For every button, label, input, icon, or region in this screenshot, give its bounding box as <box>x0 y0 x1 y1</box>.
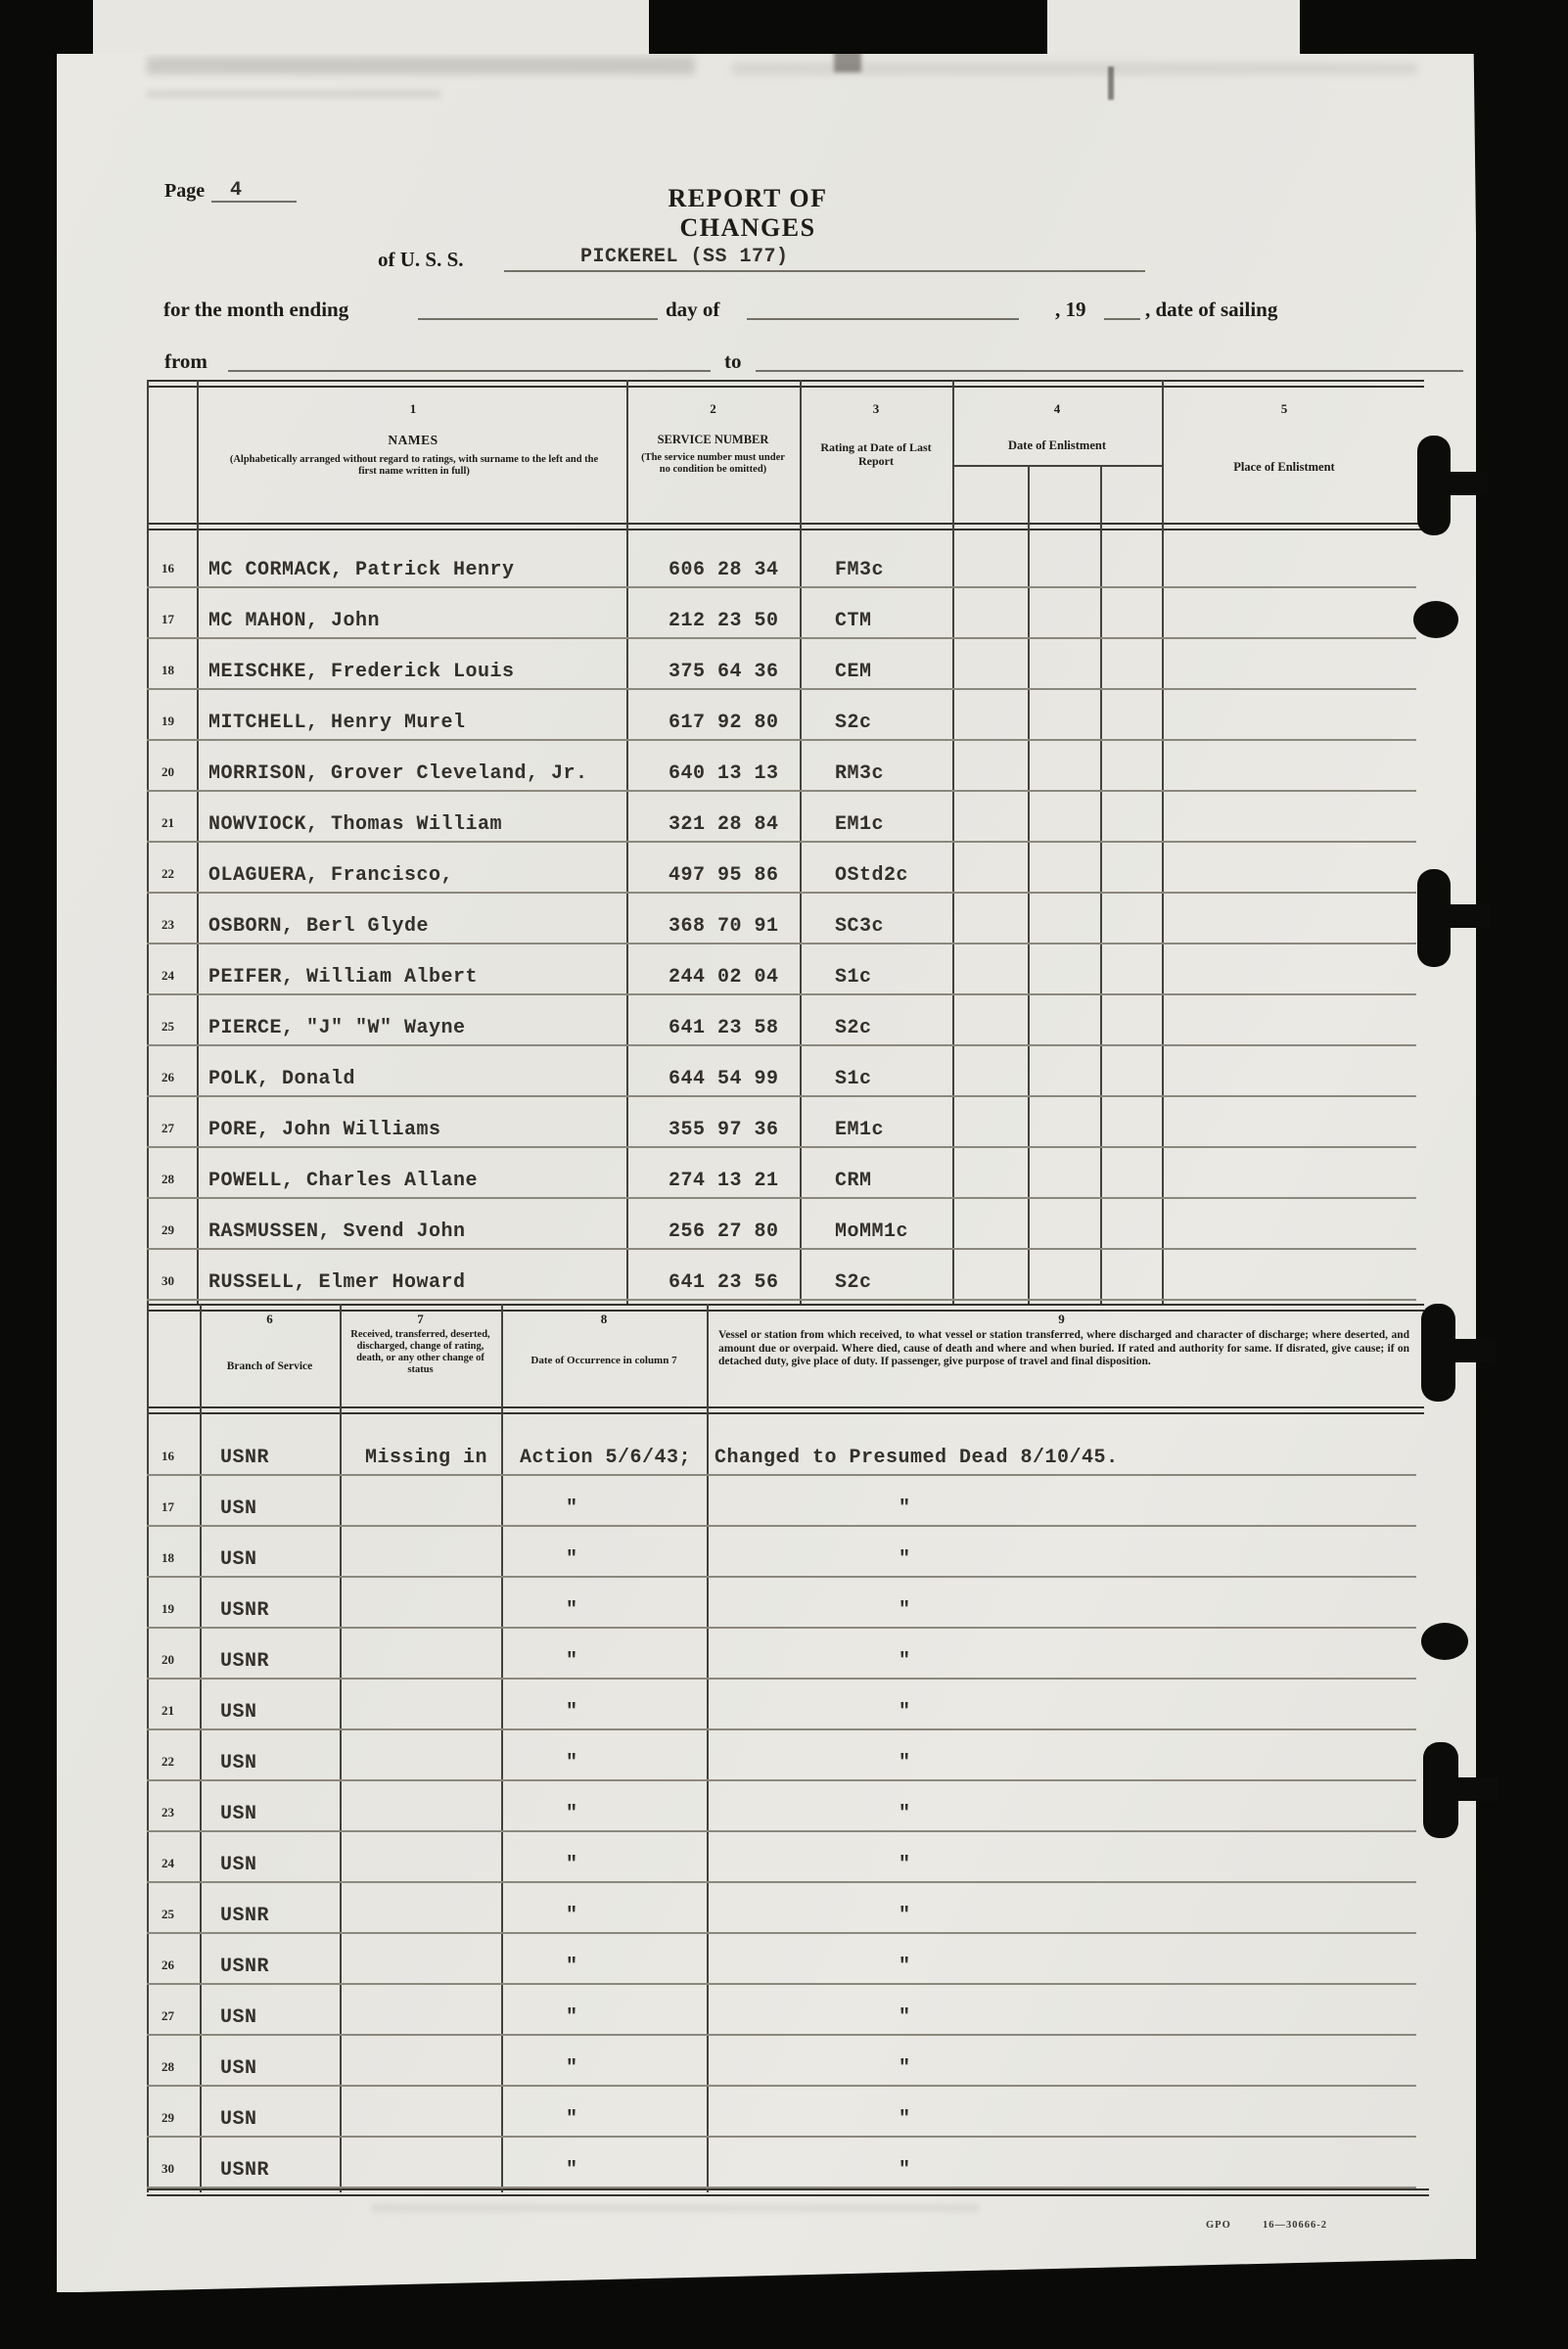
table-row <box>147 1934 1416 1985</box>
col9-number: 9 <box>1058 1312 1065 1326</box>
cell-date-of-enlistment <box>952 1141 1162 1146</box>
row-number: 20 <box>161 764 174 779</box>
cell-date-of-occurrence: " <box>566 1854 578 1876</box>
cell-date-of-occurrence: " <box>566 1599 578 1622</box>
row-number: 19 <box>161 714 174 728</box>
cell-vessel-or-station: " <box>899 1497 911 1520</box>
from-label: from <box>164 349 208 373</box>
cell-date-of-enlistment <box>952 1243 1162 1248</box>
paper-edge-notch <box>93 0 649 54</box>
cell-date-of-enlistment <box>952 581 1162 586</box>
table1-top-rule <box>147 380 1424 388</box>
cell-vessel-or-station: " <box>899 2057 911 2080</box>
cell-place-of-enlistment <box>1162 632 1398 637</box>
cell-place-of-enlistment <box>1162 1243 1398 1248</box>
cell-service-number: 212 23 50 <box>669 610 779 632</box>
cell-place-of-enlistment <box>1162 734 1398 739</box>
cell-place-of-enlistment <box>1162 1141 1398 1146</box>
cell-rating: S1c <box>835 966 872 989</box>
row-number: 30 <box>161 2161 174 2176</box>
binder-clip-stub <box>1451 1777 1498 1801</box>
cell-name: RUSSELL, Elmer Howard <box>208 1271 466 1294</box>
date-of-sailing-label: , date of sailing <box>1145 298 1278 321</box>
cell-date-of-enlistment <box>952 887 1162 892</box>
cell-place-of-enlistment <box>1162 887 1398 892</box>
cell-rating: CTM <box>835 610 872 632</box>
month-ending-label: for the month ending <box>163 298 349 321</box>
row-number: 26 <box>161 1070 174 1084</box>
row-number: 20 <box>161 1652 174 1667</box>
cell-place-of-enlistment <box>1162 581 1398 586</box>
cell-rating: RM3c <box>835 762 885 785</box>
cell-change-of-status <box>340 1673 501 1678</box>
col3-number: 3 <box>872 401 880 416</box>
cell-branch-of-service: USNR <box>220 1905 270 1927</box>
cell-place-of-enlistment <box>1162 836 1398 841</box>
row-number: 22 <box>161 1754 174 1769</box>
table-row <box>147 2036 1416 2087</box>
cell-branch-of-service: USNR <box>220 1956 270 1978</box>
cell-branch-of-service: USNR <box>220 1650 270 1673</box>
table-row <box>147 537 1416 588</box>
cell-date-of-occurrence: " <box>566 1497 578 1520</box>
table-row <box>147 1578 1416 1629</box>
cell-date-of-enlistment <box>952 632 1162 637</box>
row-number: 18 <box>161 663 174 677</box>
table-row <box>147 1046 1416 1097</box>
cell-service-number: 641 23 58 <box>669 1017 779 1039</box>
cell-date-of-occurrence: " <box>566 1803 578 1825</box>
service-number-subheader: (The service number must under no condition be omitted) <box>641 452 785 475</box>
cell-vessel-or-station: " <box>899 1803 911 1825</box>
cell-date-of-enlistment <box>952 938 1162 943</box>
row-number: 29 <box>161 1222 174 1237</box>
cell-name: PORE, John Williams <box>208 1119 441 1141</box>
table-row <box>147 1730 1416 1781</box>
cell-vessel-or-station: " <box>899 1701 911 1724</box>
table-row <box>147 1250 1416 1301</box>
cell-service-number: 321 28 84 <box>669 813 779 836</box>
table-row <box>147 1425 1416 1476</box>
cell-rating: S2c <box>835 712 872 734</box>
row-number: 23 <box>161 917 174 932</box>
cell-rating: S2c <box>835 1271 872 1294</box>
cell-date-of-enlistment <box>952 683 1162 688</box>
scan-smudge <box>147 90 440 98</box>
cell-name: PEIFER, William Albert <box>208 966 479 989</box>
cell-date-of-enlistment <box>952 836 1162 841</box>
binder-clip-stub <box>1445 904 1490 928</box>
cell-place-of-enlistment <box>1162 938 1398 943</box>
cell-service-number: 244 02 04 <box>669 966 779 989</box>
to-label: to <box>724 349 742 373</box>
table-row <box>147 792 1416 843</box>
table-row <box>147 1199 1416 1250</box>
cell-service-number: 606 28 34 <box>669 559 779 581</box>
table-row <box>147 995 1416 1046</box>
table-row <box>147 1629 1416 1680</box>
page-label: Page <box>164 180 206 202</box>
cell-name: OLAGUERA, Francisco, <box>208 864 454 887</box>
cell-rating: OStd2c <box>835 864 909 887</box>
names-header: NAMES <box>388 433 438 447</box>
cell-branch-of-service: USN <box>220 1548 257 1571</box>
col8-number: 8 <box>600 1312 608 1326</box>
cell-name: POWELL, Charles Allane <box>208 1170 479 1192</box>
month-blank-line <box>418 318 658 320</box>
scan-border-right <box>1473 0 1568 2349</box>
cell-date-of-occurrence: " <box>566 2057 578 2080</box>
col2-number: 2 <box>710 401 716 416</box>
table-row <box>147 1527 1416 1578</box>
cell-vessel-or-station: " <box>899 2006 911 2029</box>
cell-change-of-status <box>340 1978 501 1983</box>
table-row <box>147 1148 1416 1199</box>
cell-date-of-occurrence: " <box>566 1548 578 1571</box>
table-row <box>147 588 1416 639</box>
row-number: 29 <box>161 2110 174 2125</box>
cell-rating: FM3c <box>835 559 885 581</box>
cell-branch-of-service: USN <box>220 2108 257 2131</box>
service-number-header: SERVICE NUMBER <box>657 433 769 446</box>
cell-rating: S1c <box>835 1068 872 1090</box>
year-blank-line <box>1104 318 1140 320</box>
row-number: 16 <box>161 561 174 576</box>
cell-name: PIERCE, "J" "W" Wayne <box>208 1017 466 1039</box>
cell-branch-of-service: USNR <box>220 1447 270 1469</box>
col4-number: 4 <box>1053 401 1061 416</box>
table-row <box>147 843 1416 894</box>
branch-of-service-header: Branch of Service <box>226 1360 313 1372</box>
table-row <box>147 1832 1416 1883</box>
cell-place-of-enlistment <box>1162 785 1398 790</box>
col7-number: 7 <box>417 1312 424 1326</box>
cell-branch-of-service: USN <box>220 1497 257 1520</box>
cell-service-number: 641 23 56 <box>669 1271 779 1294</box>
row-number: 24 <box>161 968 174 983</box>
cell-date-of-enlistment <box>952 785 1162 790</box>
table-row <box>147 639 1416 690</box>
print-code: 16—30666-2 <box>1263 2220 1327 2231</box>
cell-vessel-or-station: " <box>899 1548 911 1571</box>
cell-change-of-status <box>340 2131 501 2136</box>
cell-vessel-or-station: " <box>899 1905 911 1927</box>
cell-rating: S2c <box>835 1017 872 1039</box>
cell-branch-of-service: USN <box>220 1854 257 1876</box>
cell-name: MITCHELL, Henry Murel <box>208 712 466 734</box>
table-row <box>147 741 1416 792</box>
row-number: 22 <box>161 866 174 881</box>
row-number: 21 <box>161 815 174 830</box>
cell-date-of-occurrence: " <box>566 1905 578 1927</box>
cell-date-of-occurrence: " <box>566 2006 578 2029</box>
cell-change-of-status <box>340 1571 501 1576</box>
scan-smudge <box>732 63 1417 74</box>
binder-clip-stub <box>1449 1339 1496 1362</box>
cell-name: OSBORN, Berl Glyde <box>208 915 430 938</box>
col5-number: 5 <box>1280 401 1288 416</box>
cell-change-of-status <box>340 1774 501 1779</box>
row-number: 25 <box>161 1907 174 1921</box>
cell-rating: CEM <box>835 661 872 683</box>
cell-service-number: 274 13 21 <box>669 1170 779 1192</box>
cell-name: MORRISON, Grover Cleveland, Jr. <box>208 762 588 785</box>
cell-change-of-status: Missing in <box>365 1447 488 1469</box>
col6-number: 6 <box>266 1312 273 1326</box>
cell-change-of-status <box>340 1622 501 1627</box>
cell-service-number: 256 27 80 <box>669 1221 779 1243</box>
row-number: 30 <box>161 1273 174 1288</box>
to-blank-line <box>756 370 1463 372</box>
cell-rating: MoMM1c <box>835 1221 909 1243</box>
cell-vessel-or-station: " <box>899 1752 911 1774</box>
cell-change-of-status <box>340 1927 501 1932</box>
cell-change-of-status <box>340 2080 501 2085</box>
cell-place-of-enlistment <box>1162 1192 1398 1197</box>
rating-header: Rating at Date of Last Report <box>820 440 932 468</box>
cell-rating: SC3c <box>835 915 885 938</box>
cell-service-number: 355 97 36 <box>669 1119 779 1141</box>
cell-date-of-enlistment <box>952 1090 1162 1095</box>
cell-vessel-or-station: " <box>899 1956 911 1978</box>
cell-name: MC CORMACK, Patrick Henry <box>208 559 515 581</box>
cell-vessel-or-station: Changed to Presumed Dead 8/10/45. <box>715 1447 1119 1469</box>
col1-number: 1 <box>409 401 417 416</box>
cell-name: POLK, Donald <box>208 1068 356 1090</box>
cell-name: MEISCHKE, Frederick Louis <box>208 661 515 683</box>
table1-header-rule <box>147 523 1424 530</box>
uss-label: of U. S. S. <box>378 248 464 271</box>
cell-name: RASMUSSEN, Svend John <box>208 1221 466 1243</box>
row-number: 28 <box>161 2059 174 2074</box>
cell-place-of-enlistment <box>1162 1039 1398 1044</box>
table-row <box>147 1680 1416 1730</box>
cell-vessel-or-station: " <box>899 1854 911 1876</box>
table-row <box>147 944 1416 995</box>
cell-branch-of-service: USN <box>220 1803 257 1825</box>
row-number: 28 <box>161 1172 174 1186</box>
table-row <box>147 690 1416 741</box>
row-number: 21 <box>161 1703 174 1718</box>
table-row <box>147 1781 1416 1832</box>
cell-date-of-occurrence: " <box>566 1650 578 1673</box>
table-row <box>147 894 1416 944</box>
cell-date-of-enlistment <box>952 1294 1162 1299</box>
ship-name-line <box>504 270 1145 272</box>
gpo-label: GPO <box>1206 2220 1231 2231</box>
year-label: , 19 <box>1055 298 1086 321</box>
cell-service-number: 497 95 86 <box>669 864 779 887</box>
names-subheader: (Alphabetically arranged without regard to ratings, with surname to the left and the first name written in full) <box>229 454 599 477</box>
paper-sheet <box>57 39 1476 2292</box>
binder-hole-dot <box>1413 601 1458 638</box>
scan-smudge <box>147 57 695 74</box>
cell-date-of-occurrence: " <box>566 2159 578 2182</box>
binder-hole-dot <box>1421 1623 1468 1660</box>
row-number: 18 <box>161 1550 174 1565</box>
cell-service-number: 644 54 99 <box>669 1068 779 1090</box>
vessel-or-station-header: Vessel or station from which received, to what vessel or station transferred, where discharged and character of discharge; where deserted, and amount due or overpaid. Where died, cause of death and where and when buried. If rated and authority for same. If disrated, give cause; if on detached duty, give place of duty. If passenger, give purpose of travel and final disposition. <box>718 1329 1409 1367</box>
cell-service-number: 375 64 36 <box>669 661 779 683</box>
date-enlistment-subrule <box>952 465 1162 467</box>
page-number-line <box>211 201 297 203</box>
status-table-rows <box>147 1425 1416 2188</box>
table-row <box>147 1883 1416 1934</box>
cell-branch-of-service: USN <box>220 1701 257 1724</box>
cell-branch-of-service: USN <box>220 2006 257 2029</box>
cell-rating: CRM <box>835 1170 872 1192</box>
cell-name: MC MAHON, John <box>208 610 381 632</box>
cell-change-of-status <box>340 2029 501 2034</box>
cell-date-of-enlistment <box>952 1192 1162 1197</box>
scan-smudge <box>372 2204 979 2212</box>
row-number: 25 <box>161 1019 174 1034</box>
cell-branch-of-service: USN <box>220 1752 257 1774</box>
from-blank-line <box>228 370 711 372</box>
cell-date-of-enlistment <box>952 989 1162 993</box>
cell-change-of-status <box>340 1825 501 1830</box>
row-number: 23 <box>161 1805 174 1819</box>
cell-date-of-occurrence: Action 5/6/43; <box>520 1447 692 1469</box>
page-title: REPORT OF CHANGES <box>668 184 828 242</box>
cell-branch-of-service: USN <box>220 2057 257 2080</box>
cell-place-of-enlistment <box>1162 1090 1398 1095</box>
cell-service-number: 640 13 13 <box>669 762 779 785</box>
table2-top-rule <box>147 1304 1424 1312</box>
day-blank-line <box>747 318 1019 320</box>
cell-vessel-or-station: " <box>899 1599 911 1622</box>
scan-smudge <box>1108 67 1114 100</box>
cell-date-of-occurrence: " <box>566 1956 578 1978</box>
cell-service-number: 368 70 91 <box>669 915 779 938</box>
cell-vessel-or-station: " <box>899 1650 911 1673</box>
row-number: 17 <box>161 612 174 626</box>
cell-place-of-enlistment <box>1162 989 1398 993</box>
cell-change-of-status <box>340 1724 501 1728</box>
cell-branch-of-service: USNR <box>220 2159 270 2182</box>
change-of-status-header: Received, transferred, deserted, discharged, change of rating, death, or any other change of status <box>350 1329 490 1375</box>
cell-rating: EM1c <box>835 1119 885 1141</box>
scan-smudge <box>834 51 861 72</box>
row-number: 17 <box>161 1499 174 1514</box>
ship-name: PICKEREL (SS 177) <box>580 246 789 268</box>
row-number: 16 <box>161 1449 174 1463</box>
place-of-enlistment-header: Place of Enlistment <box>1233 460 1335 474</box>
cell-change-of-status <box>340 1520 501 1525</box>
binder-clip-stub <box>1445 472 1488 495</box>
day-of-label: day of <box>666 298 720 321</box>
cell-date-of-occurrence: " <box>566 1752 578 1774</box>
table-row <box>147 1985 1416 2036</box>
row-number: 27 <box>161 1121 174 1135</box>
row-number: 24 <box>161 1856 174 1870</box>
table-row <box>147 1097 1416 1148</box>
date-of-enlistment-header: Date of Enlistment <box>1008 438 1106 452</box>
cell-place-of-enlistment <box>1162 683 1398 688</box>
paper-edge-notch <box>1047 0 1300 54</box>
cell-place-of-enlistment <box>1162 1294 1398 1299</box>
cell-vessel-or-station: " <box>899 2108 911 2131</box>
cell-service-number: 617 92 80 <box>669 712 779 734</box>
cell-vessel-or-station: " <box>899 2159 911 2182</box>
date-of-occurrence-header: Date of Occurrence in column 7 <box>530 1355 677 1366</box>
table-row <box>147 2087 1416 2138</box>
cell-rating: EM1c <box>835 813 885 836</box>
page-number-value: 4 <box>230 179 243 202</box>
cell-date-of-enlistment <box>952 734 1162 739</box>
cell-date-of-enlistment <box>952 1039 1162 1044</box>
cell-name: NOWVIOCK, Thomas William <box>208 813 503 836</box>
row-number: 27 <box>161 2008 174 2023</box>
cell-date-of-occurrence: " <box>566 2108 578 2131</box>
row-number: 26 <box>161 1958 174 1972</box>
row-number: 19 <box>161 1601 174 1616</box>
table-row <box>147 1476 1416 1527</box>
cell-date-of-occurrence: " <box>566 1701 578 1724</box>
cell-branch-of-service: USNR <box>220 1599 270 1622</box>
table2-header-rule <box>147 1406 1424 1414</box>
cell-change-of-status <box>340 1876 501 1881</box>
muster-table-rows <box>147 537 1416 1301</box>
table-row <box>147 2138 1416 2188</box>
cell-change-of-status <box>340 2182 501 2187</box>
scan-border-left <box>0 0 57 2349</box>
